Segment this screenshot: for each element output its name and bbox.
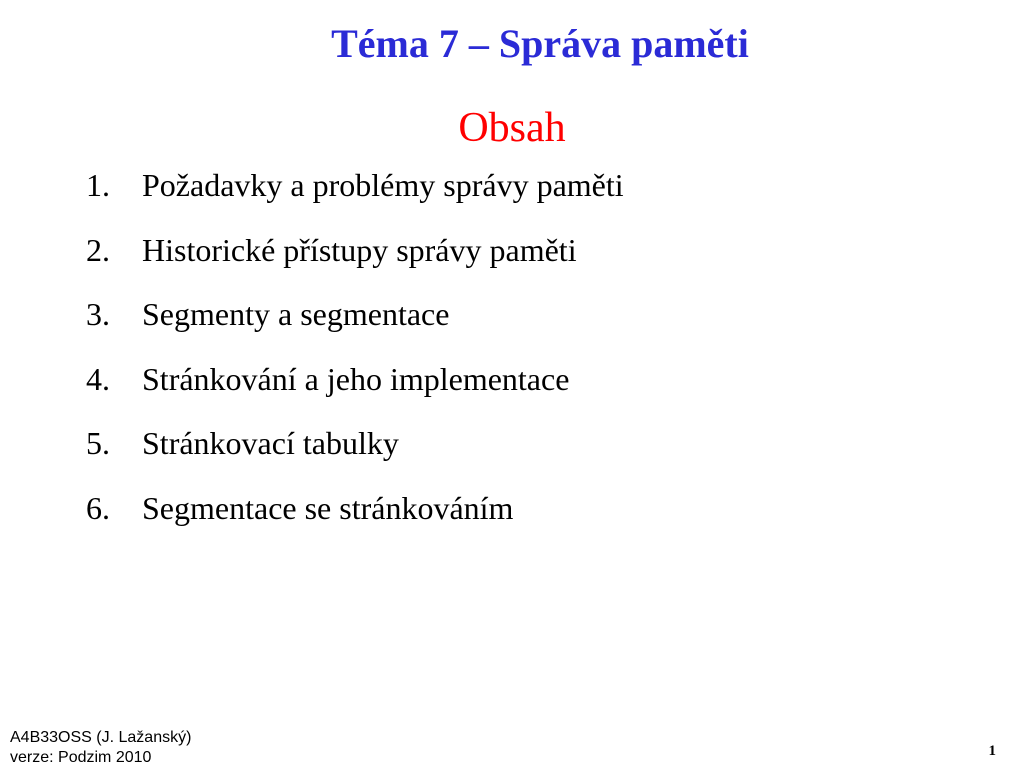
- toc-item-1: [86, 156, 624, 221]
- toc-item-number: 1.: [86, 167, 110, 203]
- toc-item-5: [86, 414, 624, 479]
- table-of-contents: [86, 156, 624, 543]
- toc-item-6: [86, 479, 624, 544]
- toc-item-4: [86, 350, 624, 415]
- toc-item-number: 4.: [86, 360, 110, 397]
- section-heading: Obsah: [458, 105, 566, 151]
- toc-item-text: Historické přístupy správy paměti: [142, 231, 577, 268]
- footer-info: [10, 728, 191, 768]
- footer-version: verze: Podzim 2010: [10, 749, 152, 766]
- footer-course: A4B33OSS (J. Lažanský): [10, 729, 192, 746]
- toc-item-text: Požadavky a problémy správy paměti: [142, 167, 624, 203]
- slide-title: Téma 7 – Správa paměti: [331, 21, 749, 66]
- toc-item-number: 5.: [86, 425, 110, 461]
- toc-item-number: 6.: [86, 489, 110, 526]
- toc-item-number: 3.: [86, 296, 110, 332]
- toc-item-3: [86, 285, 624, 350]
- toc-item-2: [86, 221, 624, 286]
- toc-item-text: Segmenty a segmentace: [142, 296, 450, 332]
- toc-item-text: Segmentace se stránkováním: [142, 489, 514, 526]
- toc-item-text: Stránkovací tabulky: [142, 425, 399, 461]
- page-number: 1: [988, 743, 996, 759]
- toc-item-text: Stránkování a jeho implementace: [142, 360, 570, 397]
- toc-item-number: 2.: [86, 231, 110, 268]
